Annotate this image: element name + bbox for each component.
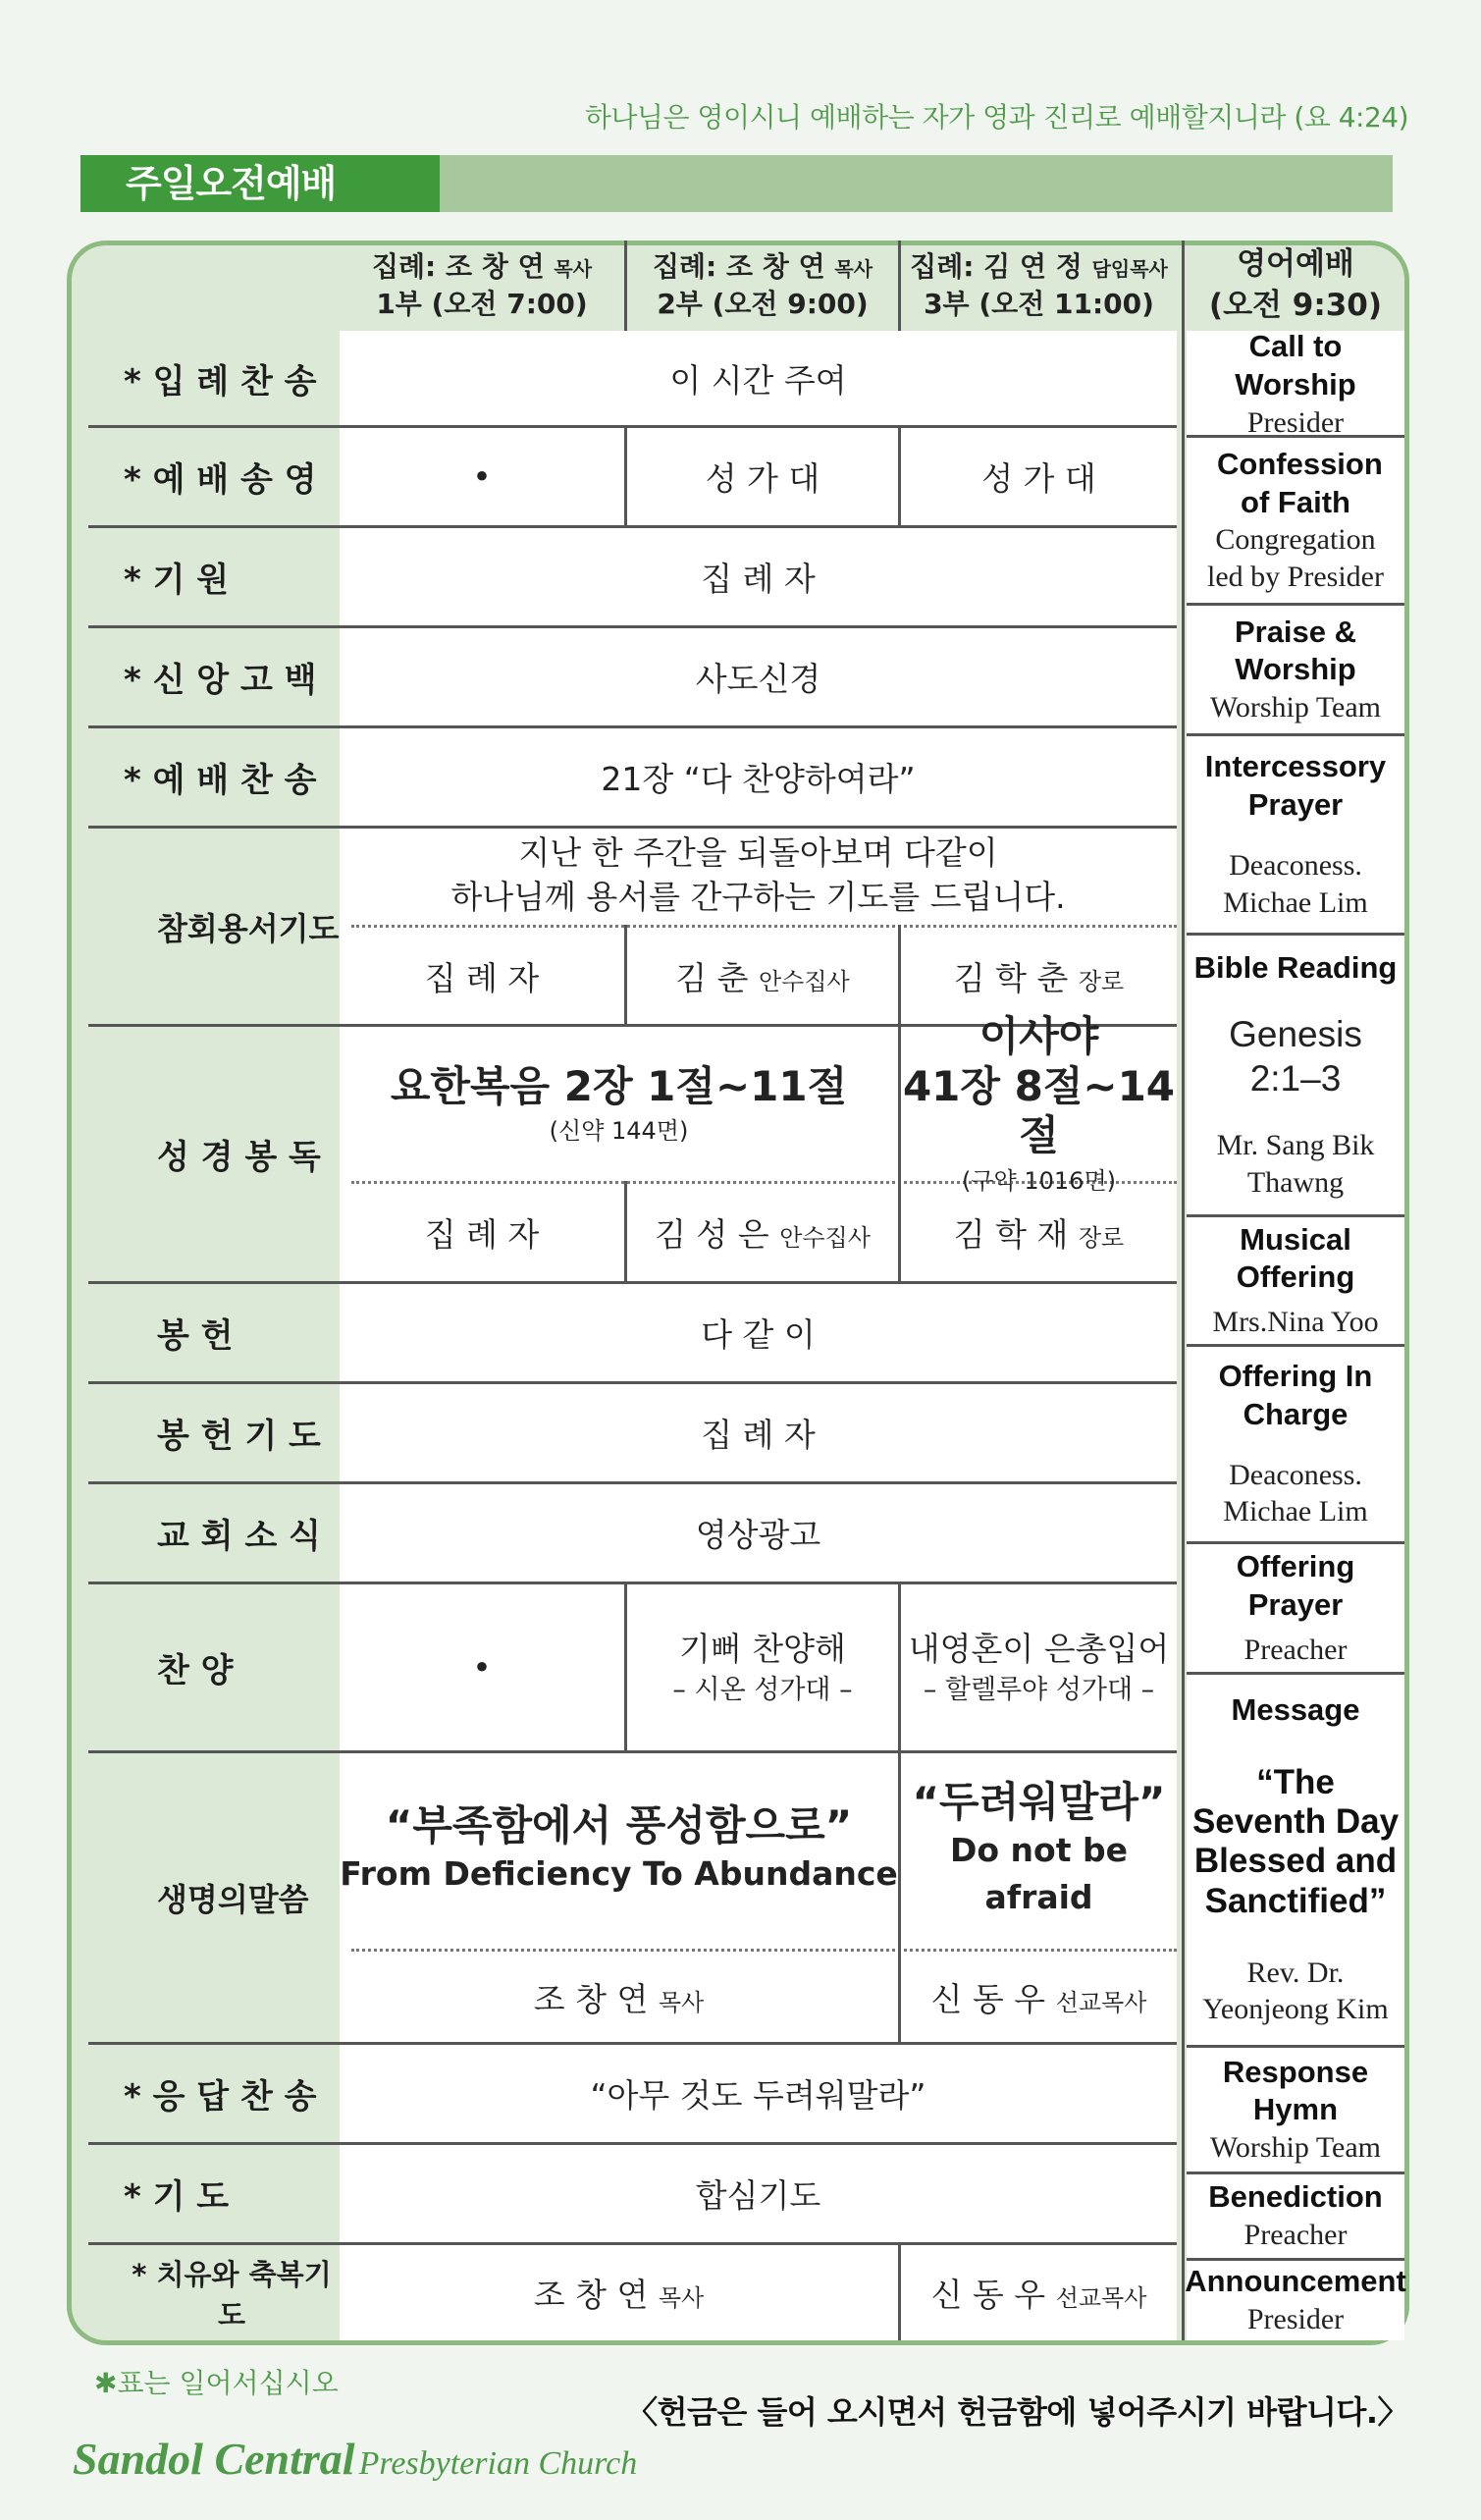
healing-col12: 조 창 연 목사 <box>533 2276 705 2314</box>
header-english: 영어예배 (오전 9:30) <box>1208 246 1383 323</box>
confession-col1: 집 례 자 <box>424 958 540 997</box>
church-news: 영상광고 <box>695 1516 821 1554</box>
en-praise-worship: Praise & Worship Worship Team <box>1209 614 1382 724</box>
offering-notice: 〈헌금은 들어 오시면서 헌금함에 넣어주시기 바랍니다.〉 <box>626 2393 1408 2431</box>
standing-footnote: ✱표는 일어서십시오 <box>94 2367 339 2399</box>
label-scripture-reading: 성 경 봉 독 <box>157 1138 321 1177</box>
en-offering-prayer: Offering Prayer Preacher <box>1236 1548 1355 1666</box>
en-intercessory-prayer: Intercessory Prayer Deaconess. Michae Lim <box>1204 748 1387 919</box>
confession-text: 지난 한 주간을 되돌아보며 다같이 하나님께 용서를 간구하는 기도를 드립니다. <box>450 833 1066 916</box>
confession-col2: 김 춘 안수집사 <box>675 958 850 997</box>
scripture-reader-col1: 집 례 자 <box>424 1215 540 1254</box>
prayer: 합심기도 <box>695 2176 821 2215</box>
choir-col1: • <box>472 1648 492 1687</box>
label-confession-prayer: 참회용서기도 <box>157 909 340 947</box>
choir-col3: 내영혼이 은총입어 – 할렐루야 성가대 – <box>908 1629 1170 1705</box>
label-response-hymn: * 응 답 찬 송 <box>124 2077 317 2117</box>
label-doxology: * 예 배 송 영 <box>124 460 317 500</box>
col-divider-header2 <box>898 241 901 331</box>
doxology-col1: • <box>472 457 492 496</box>
sermon-preacher: 조 창 연 목사 <box>533 1979 705 2018</box>
label-healing-blessing: * 치유와 축복기도 <box>132 2257 332 2332</box>
section-title: 주일오전예배 <box>80 155 440 212</box>
sermon-preacher-col3: 신 동 우 선교목사 <box>930 1979 1147 2018</box>
en-bible-reading: Bible Reading Genesis 2:1–3 Mr. Sang Bik Thawng <box>1193 949 1398 1199</box>
en-call-to-worship: Call to Worship Presider <box>1235 329 1356 439</box>
healing-col3: 신 동 우 선교목사 <box>930 2276 1147 2314</box>
label-church-news: 교 회 소 식 <box>157 1517 321 1556</box>
label-creed: * 신 앙 고 백 <box>124 661 317 700</box>
col-divider-header1 <box>624 241 627 331</box>
entrance-hymn: 이 시간 주여 <box>669 360 847 400</box>
church-name: Sandol Central Presbyterian Church <box>73 2434 638 2484</box>
scripture-reader-col2: 김 성 은 안수집사 <box>655 1215 871 1254</box>
scripture-verse: 하나님은 영이시니 예배하는 자가 영과 진리로 예배할지니라 (요 4:24) <box>584 101 1408 134</box>
scripture-col3: 이사야 41장 8절~14절 (구약 1016면) <box>902 1012 1176 1195</box>
en-benediction: Benediction Preacher <box>1208 2179 1383 2252</box>
header-col1: 집례: 조 창 연 목사 1부 (오전 7:00) <box>371 250 593 320</box>
en-confession-of-faith: Confession of Faith Congregation led by Presider <box>1207 446 1384 593</box>
sermon-title-col3: “두려워말라” Do not be afraid <box>912 1777 1166 1917</box>
doxology-col3: 성 가 대 <box>981 459 1096 498</box>
doxology-col2: 성 가 대 <box>705 459 820 498</box>
label-worship-hymn: * 예 배 찬 송 <box>124 761 317 800</box>
en-message: Message “The Seventh Day Blessed and Sanctified” Rev. Dr. Yeonjeong Kim <box>1191 1692 1400 2026</box>
label-choir: 찬 양 <box>157 1651 234 1690</box>
label-invocation: * 기 원 <box>124 561 230 600</box>
label-sermon: 생명의말씀 <box>157 1881 309 1918</box>
offering: 다 같 이 <box>701 1315 816 1354</box>
worship-hymn: 21장 “다 찬양하여라” <box>601 760 916 798</box>
en-offering-in-charge: Offering In Charge Deaconess. Michae Lim <box>1218 1359 1373 1528</box>
header-col2: 집례: 조 창 연 목사 2부 (오전 9:00) <box>652 250 873 320</box>
en-response-hymn: Response Hymn Worship Team <box>1209 2054 1382 2164</box>
scripture-reader-col3: 김 학 재 장로 <box>953 1215 1125 1254</box>
response-hymn: “아무 것도 두려워말라” <box>590 2076 926 2115</box>
confession-col3: 김 학 춘 장로 <box>953 958 1125 997</box>
creed: 사도신경 <box>695 660 821 698</box>
label-offering-prayer: 봉 헌 기 도 <box>157 1417 321 1456</box>
offering-prayer: 집 례 자 <box>701 1416 816 1454</box>
en-announcement: Announcement Presider <box>1185 2264 1406 2336</box>
scripture-main: 요한복음 2장 1절~11절 (신약 144면) <box>390 1061 848 1146</box>
header-col3: 집례: 김 연 정 담임목사 3부 (오전 11:00) <box>910 250 1168 320</box>
label-prayer: * 기 도 <box>124 2177 230 2217</box>
sermon-title: “부족함에서 풍성함으로” From Deficiency To Abundance <box>340 1800 898 1894</box>
col-divider-english <box>1182 241 1185 2340</box>
choir-col2: 기뻐 찬양해 – 시온 성가대 – <box>672 1629 853 1705</box>
label-offering: 봉 헌 <box>157 1316 234 1356</box>
invocation: 집 례 자 <box>701 560 816 598</box>
label-entrance-hymn: * 입 례 찬 송 <box>124 361 317 402</box>
en-musical-offering: Musical Offering Mrs.Nina Yoo <box>1212 1221 1379 1338</box>
